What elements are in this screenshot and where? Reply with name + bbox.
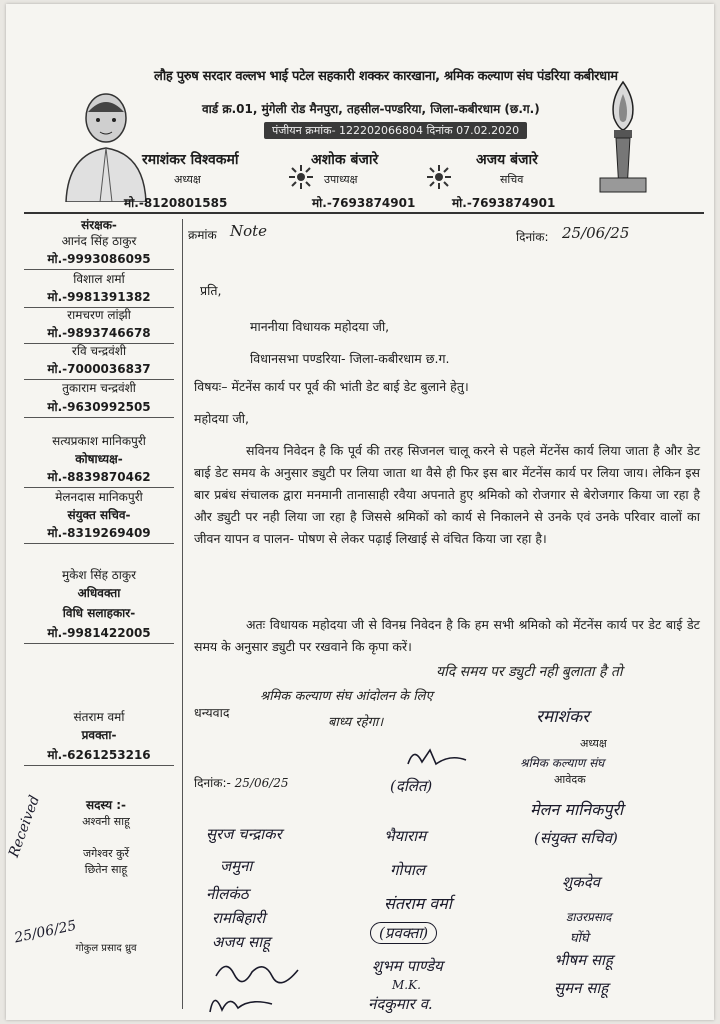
signature: भैयाराम	[384, 827, 427, 845]
signature: M.K.	[392, 978, 421, 992]
closing-date-line	[194, 774, 289, 791]
received-note: Received	[6, 793, 44, 860]
subject-line	[194, 378, 469, 395]
to-line: प्रति,	[200, 283, 222, 298]
treasurer-mobile: मो.-8839870462	[24, 468, 174, 488]
body-paragraph-2: अतः विधायक महोदया जी से विनम्र निवेदन है कि हम सभी श्रमिको को मेंटनेंस कार्य पर डेट बाई डेट समय के अनुसार ड्युटी पर रखवाने कि कृपा करें।	[194, 617, 700, 654]
received-date: 25/06/25	[13, 917, 78, 947]
handwritten-addition-1: यदि समय पर ड्युटी नही बुलाता है तो	[436, 664, 623, 680]
subject-label: विषयः–	[194, 379, 228, 394]
lawyer-name: मुकेश सिंह ठाकुर	[62, 568, 136, 582]
signature: शुकदेव	[562, 873, 601, 891]
recipient-line-1: माननीया विधायक महोदया जी,	[250, 319, 390, 334]
members-label: सदस्य :-	[85, 798, 127, 812]
thanks-line: धन्यवाद	[194, 705, 230, 720]
header-rule	[24, 212, 704, 214]
signature: नीलकंठ	[206, 885, 249, 903]
reference-value: Note	[230, 222, 268, 240]
president-mobile: मो.-8120801585	[124, 196, 228, 210]
sidebar-member-mobile: मो.-9993086095	[24, 250, 174, 270]
president-role: अध्यक्ष	[174, 173, 201, 186]
spokesperson-name: संतराम वर्मा	[73, 710, 125, 724]
signature: डाउरप्रसाद	[566, 910, 612, 924]
sidebar-member-entry: गोकुल प्रसाद ध्रुव	[75, 943, 137, 954]
registration-number: पंजीयन क्रमांक- 122202066804 दिनांक 07.02.2020	[264, 122, 527, 139]
treasurer-role: कोषाध्यक्ष-	[75, 452, 123, 466]
applicant-signature: श्रमिक कल्याण संघ	[520, 756, 605, 770]
flower-emblem-icon	[288, 164, 314, 190]
portrait-image	[58, 84, 154, 202]
sidebar-member-mobile: मो.-7000036837	[24, 360, 174, 380]
signature: (प्रवक्ता)	[370, 922, 437, 944]
vice-president-role: उपाध्यक्ष	[324, 173, 358, 186]
org-name: लौह पुरुष सरदार वल्लभ भाई पटेल सहकारी शक्कर कारखाना, श्रमिक कल्याण संघ पंडरिया कबीरधाम	[154, 69, 618, 84]
sidebar-member-mobile: मो.-9981391382	[24, 288, 174, 308]
date-value: 25/06/25	[562, 224, 630, 242]
sidebar-member-name: तुकाराम चन्द्रवंशी	[62, 381, 136, 395]
signature: सुरज चन्द्राकर	[206, 825, 282, 843]
sidebar-member-mobile: मो.-9893746678	[24, 324, 174, 344]
sidebar-member-name: रवि चन्द्रवंशी	[71, 344, 127, 358]
sidebar-member-entry: अश्वनी साहू	[82, 815, 130, 828]
org-address: वार्ड क्र.01, मुंगेली रोड मैनपुरा, तहसील-पण्डरिया, जिला-कबीरधाम (छ.ग.)	[202, 102, 540, 116]
signature: शुभम पाण्डेय	[372, 957, 443, 975]
letter-page	[6, 4, 714, 1020]
joint-secretary-mobile: मो.-8319269409	[24, 524, 174, 544]
sidebar-patron-label: संरक्षक-	[81, 218, 117, 232]
subject-text: मेंटनेंस कार्य पर पूर्व की भांती डेट बाई डेट बुलाने हेतु।	[231, 379, 469, 394]
president-name: रमाशंकर विश्वकर्मा	[142, 152, 239, 168]
treasurer-name: सत्यप्रकाश मानिकपुरी	[52, 434, 146, 448]
closing-date-label: दिनांक:-	[194, 776, 231, 790]
signature: (संयुक्त सचिव)	[534, 829, 618, 847]
vice-president-name: अशोक बंजारे	[311, 152, 379, 168]
body-paragraph-1: सविनय निवेदन है कि पूर्व की तरह सिजनल चालू करने से पहले मेंटनेंस कार्य लिया जाता है और डेट बाई डेट समय के अनुसार ड्युटी पर लिया जाता था वैसे ही फिर इस बार मेंटनेंस कार्य पर लिया जाय। लेकिन इस बार प्रबंध संचालक द्वारा मनमानी तानासाही रवैया अपनाते हुए श्रमिको को रोजगार से बेरोजगार किया जा रहा है और ड्युटी पर नही लिया जा रहा है जिससे श्रमिकों को कार्य से निकालने से उनके एवं उनके परिवार वालों का जीवन यापन व पालन- पोषण से लेकर पढ़ाई लिखाई से वंचित किया जा रहा है।	[194, 443, 700, 546]
legal-advisor-mobile: मो.-9981422005	[24, 624, 174, 644]
joint-secretary-role: संयुक्त सचिव-	[67, 508, 131, 522]
handwritten-addition-2: श्रमिक कल्याण संघ आंदोलन के लिए	[260, 689, 433, 704]
reference-label: क्रमांक	[188, 228, 217, 242]
sidebar-member-name: विशाल शर्मा	[73, 272, 125, 286]
sidebar-member-mobile: मो.-9630992505	[24, 398, 174, 418]
spokesperson-mobile: मो.-6261253216	[24, 746, 174, 766]
salutation: महोदया जी,	[194, 411, 249, 426]
sidebar-member-name: रामचरण लांझी	[67, 308, 131, 322]
signature: भीषम साहू	[554, 951, 613, 969]
signature: रामबिहारी	[212, 909, 266, 927]
applicant-role: आवेदक	[554, 773, 586, 786]
flower-emblem-icon	[426, 164, 452, 190]
sidebar-divider	[182, 219, 183, 1009]
scribble-signature-icon	[402, 744, 472, 770]
signature: नंदकुमार व.	[368, 995, 433, 1013]
date-label: दिनांक:	[516, 230, 549, 244]
signature: मेलन मानिकपुरी	[530, 800, 624, 819]
scribble-signature-icon	[206, 984, 276, 1018]
secretary-mobile: मो.-7693874901	[452, 196, 556, 210]
lawyer-role: अधिवक्ता	[77, 586, 121, 600]
recipient-line-2: विधानसभा पण्डरिया- जिला-कबीरधाम छ.ग.	[250, 351, 450, 366]
president-sign-role: अध्यक्ष	[580, 737, 607, 750]
sidebar-member-entry: जगेश्वर कुर्रे	[82, 847, 130, 860]
signature: घोंघे	[570, 931, 589, 946]
secretary-name: अजय बंजारे	[476, 152, 538, 168]
legal-advisor-label: विधि सलाहकार-	[62, 606, 136, 620]
sidebar-member-name: आनंद सिंह ठाकुर	[61, 234, 137, 248]
signature: अजय साहू	[212, 933, 271, 951]
signature: गोपाल	[390, 861, 425, 879]
closing-date-value: 25/06/25	[234, 776, 289, 790]
vice-president-mobile: मो.-7693874901	[312, 196, 416, 210]
handwritten-addition-3: बाध्य रहेगा।	[328, 715, 384, 730]
signature: संतराम वर्मा	[384, 894, 452, 913]
signature: जमुना	[220, 857, 253, 875]
signature: (दलित)	[390, 777, 433, 795]
joint-secretary-name: मेलनदास मानिकपुरी	[55, 490, 143, 504]
sidebar-member-entry: छितेन साहू	[84, 863, 128, 876]
signature: सुमन साहू	[554, 979, 609, 997]
secretary-role: सचिव	[500, 173, 524, 186]
president-signature: रमाशंकर	[536, 707, 590, 727]
spokesperson-role: प्रवक्ता-	[81, 728, 117, 742]
torch-emblem-icon	[596, 78, 650, 198]
